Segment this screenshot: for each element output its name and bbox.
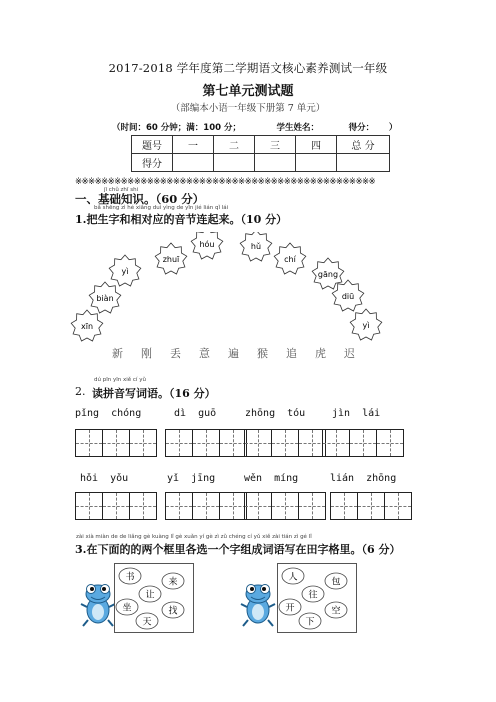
grid-cell[interactable] — [244, 429, 272, 457]
table-cell: 二 — [214, 136, 255, 154]
choice-clouds — [278, 564, 356, 632]
table-cell: 一 — [173, 136, 214, 154]
choice-character: 让 — [145, 590, 155, 601]
grid-cell[interactable] — [75, 492, 103, 520]
q2-heading: 读拼音写词语。（16 分） — [92, 387, 216, 400]
grid-cell[interactable] — [192, 429, 220, 457]
grid-cell[interactable] — [75, 429, 103, 457]
q1-pinyin: bǎ shēng zì hé xiāng duì yìng de yīn jié lián qǐ lái — [94, 205, 229, 211]
character-item[interactable]: 刚 — [141, 347, 152, 360]
grid-cell[interactable] — [349, 429, 377, 457]
table-cell: 三 — [255, 136, 296, 154]
table-cell: 四 — [296, 136, 337, 154]
score-table — [131, 135, 390, 172]
q3-heading: 3.在下面的的两个框里各选一个字组成词语写在田字格里。（6 分） — [75, 543, 401, 556]
choice-character: 坐 — [122, 603, 132, 614]
choice-character: 人 — [288, 572, 298, 583]
frog-icon — [240, 580, 276, 628]
character-item[interactable]: 猴 — [257, 347, 268, 360]
choice-character: 找 — [168, 606, 178, 617]
word-pinyin: hǒi yǒu — [80, 473, 129, 484]
grid-cell[interactable] — [244, 492, 272, 520]
grid-cell[interactable] — [271, 429, 299, 457]
grid-cell[interactable] — [165, 492, 193, 520]
grid-cell[interactable] — [298, 492, 326, 520]
choice-character: 下 — [305, 617, 315, 628]
character-item[interactable]: 新 — [112, 347, 123, 360]
grid-cell[interactable] — [102, 492, 130, 520]
word-pinyin: jìn lái — [332, 408, 381, 419]
grid-cell[interactable] — [102, 429, 130, 457]
syllable-label: xīn — [80, 322, 94, 331]
syllable-label: diū — [341, 292, 355, 301]
character-item[interactable]: 丢 — [170, 347, 181, 360]
choice-character: 空 — [331, 606, 341, 617]
choice-character: 书 — [125, 572, 135, 583]
document-title: 2017-2018 学年度第二学期语文核心素养测试一年级 — [108, 61, 388, 75]
writing-grid[interactable] — [75, 492, 157, 520]
grid-cell[interactable] — [219, 492, 247, 520]
writing-grid[interactable] — [330, 492, 412, 520]
q1-heading: 1.把生字和相对应的音节连起来。（10 分） — [75, 213, 288, 226]
score-input-cell[interactable] — [255, 154, 296, 172]
syllable-label: zhuī — [162, 255, 180, 264]
choice-character: 天 — [142, 617, 152, 628]
star-divider: ※※※※※※※※※※※※※※※※※※※※※※※※※※※※※※※※※※※※※※※※※※※※※※ — [75, 177, 376, 187]
q3-pinyin: zài xià miàn de de liǎng gè kuàng lǐ gè xuǎn yí gè zì zǔ chéng cí yǔ xiě zài tián zì gé lǐ — [76, 534, 312, 540]
syllable-star-arc — [70, 232, 390, 344]
grid-cell[interactable] — [322, 429, 350, 457]
word-pinyin: yǐ jīng — [167, 473, 216, 484]
choice-character: 开 — [285, 603, 295, 614]
score-table-score-row — [132, 154, 390, 172]
choice-character: 往 — [308, 590, 318, 601]
syllable-label: yì — [362, 321, 370, 330]
subtitle: （部编本小语一年级下册第 7 单元） — [170, 103, 326, 114]
score-input-cell[interactable] — [173, 154, 214, 172]
grid-cell[interactable] — [271, 492, 299, 520]
unit-title: 第七单元测试题 — [202, 84, 294, 99]
writing-grid[interactable] — [322, 429, 404, 457]
writing-grid[interactable] — [165, 429, 247, 457]
score-table-header-row — [132, 136, 390, 154]
grid-cell[interactable] — [219, 429, 247, 457]
table-cell: 得分 — [132, 154, 173, 172]
grid-cell[interactable] — [165, 429, 193, 457]
section1-heading: 一、基础知识。（60 分） — [75, 192, 205, 206]
word-pinyin: zhōng tóu — [245, 408, 306, 419]
character-choice-box — [277, 563, 357, 633]
syllable-label: hǔ — [250, 242, 262, 251]
choice-character: 包 — [331, 577, 341, 588]
writing-grid[interactable] — [244, 492, 326, 520]
table-cell: 总 分 — [337, 136, 390, 154]
syllable-label: gāng — [317, 270, 339, 279]
word-pinyin: lián zhōng — [330, 473, 397, 484]
character-row — [112, 345, 373, 361]
writing-grid[interactable] — [244, 429, 326, 457]
grid-cell[interactable] — [376, 429, 404, 457]
q2-number: 2. — [75, 385, 86, 398]
grid-cell[interactable] — [129, 492, 157, 520]
q2-pinyin: dú pīn yīn xiě cí yǔ — [94, 377, 146, 383]
character-item[interactable]: 遍 — [228, 347, 239, 360]
syllable-label: biàn — [96, 294, 114, 303]
syllable-label: hóu — [199, 240, 215, 249]
choice-clouds — [115, 564, 193, 632]
syllable-label: chí — [284, 255, 296, 264]
grid-cell[interactable] — [192, 492, 220, 520]
score-input-cell[interactable] — [214, 154, 255, 172]
section1-pinyin: jī chǔ zhī shi — [104, 187, 139, 193]
word-pinyin: wěn míng — [244, 473, 299, 484]
grid-cell[interactable] — [330, 492, 358, 520]
character-item[interactable]: 追 — [286, 347, 297, 360]
character-item[interactable]: 意 — [199, 347, 210, 360]
table-cell: 题号 — [132, 136, 173, 154]
syllable-label: yì — [121, 267, 129, 276]
character-item[interactable]: 虎 — [315, 347, 326, 360]
grid-cell[interactable] — [129, 429, 157, 457]
grid-cell[interactable] — [357, 492, 385, 520]
score-input-cell[interactable] — [296, 154, 337, 172]
writing-grid[interactable] — [75, 429, 157, 457]
score-input-cell[interactable] — [337, 154, 390, 172]
writing-grid[interactable] — [165, 492, 247, 520]
word-pinyin: dì guō — [174, 408, 217, 419]
info-line: （时间：60 分钟；满：100 分； 学生姓名： 得分： ） — [112, 123, 398, 133]
choice-character: 来 — [168, 577, 178, 588]
character-item[interactable]: 迟 — [344, 347, 355, 360]
frog-icon — [80, 580, 116, 628]
word-pinyin: pǐng chóng — [75, 408, 142, 419]
grid-cell[interactable] — [384, 492, 412, 520]
character-choice-box — [114, 563, 194, 633]
